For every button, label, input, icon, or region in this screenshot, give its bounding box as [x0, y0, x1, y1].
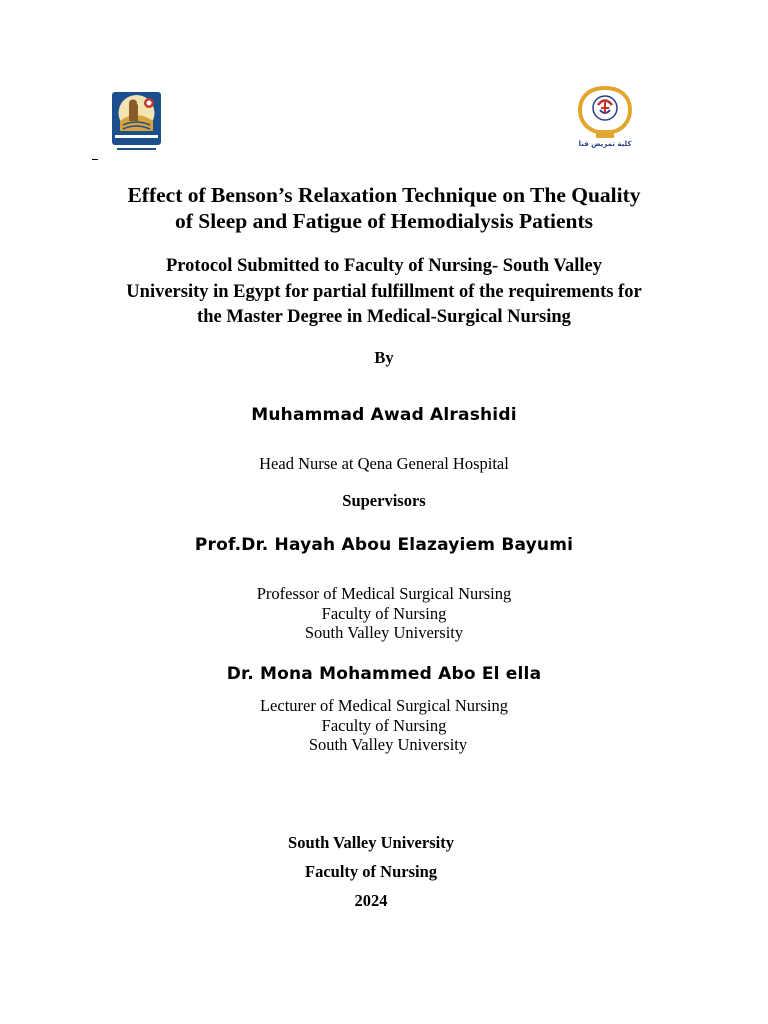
- supervisor-1-university: South Valley University: [304, 623, 464, 642]
- supervisor-1-position: Professor of Medical Surgical Nursing: [256, 584, 512, 603]
- protocol-line-1: Protocol Submitted to Faculty of Nursing- South Valley: [166, 256, 602, 276]
- protocol-statement: [0, 254, 768, 331]
- supervisor-2-position: Lecturer of Medical Surgical Nursing: [259, 696, 509, 715]
- faculty-arabic-label: كلية تمريض قنا: [578, 140, 632, 148]
- author-name: Muhammad Awad Alrashidi: [251, 405, 517, 425]
- footer-faculty: Faculty of Nursing: [305, 862, 437, 881]
- by-label: By: [374, 348, 394, 367]
- title-line-2: of Sleep and Fatigue of Hemodialysis Patients: [174, 209, 594, 233]
- footer-university: South Valley University: [288, 833, 454, 852]
- supervisor-2-affiliation: [0, 696, 768, 755]
- document-title: [0, 182, 768, 234]
- footer-year: 2024: [354, 891, 388, 910]
- faculty-of-nursing-qena-logo: [578, 86, 632, 148]
- south-valley-university-logo: [111, 91, 162, 153]
- protocol-line-2: University in Egypt for partial fulfillment of the requirements for: [126, 281, 642, 302]
- underline-mark: [92, 159, 98, 160]
- protocol-line-3: the Master Degree in Medical-Surgical Nursing: [197, 307, 571, 327]
- supervisors-heading: Supervisors: [342, 491, 426, 510]
- supervisor-2-university: South Valley University: [308, 735, 468, 754]
- supervisor-1-faculty: Faculty of Nursing: [321, 603, 447, 623]
- supervisor-2-faculty: Faculty of Nursing: [321, 715, 447, 735]
- supervisor-1-affiliation: [0, 584, 768, 643]
- supervisor-1-name: Prof.Dr. Hayah Abou Elazayiem Bayumi: [194, 535, 574, 555]
- title-line-1: Effect of Benson’s Relaxation Technique on The Quality: [127, 183, 641, 207]
- author-role: Head Nurse at Qena General Hospital: [259, 454, 509, 473]
- supervisor-2-name: Dr. Mona Mohammed Abo El ella: [226, 664, 542, 684]
